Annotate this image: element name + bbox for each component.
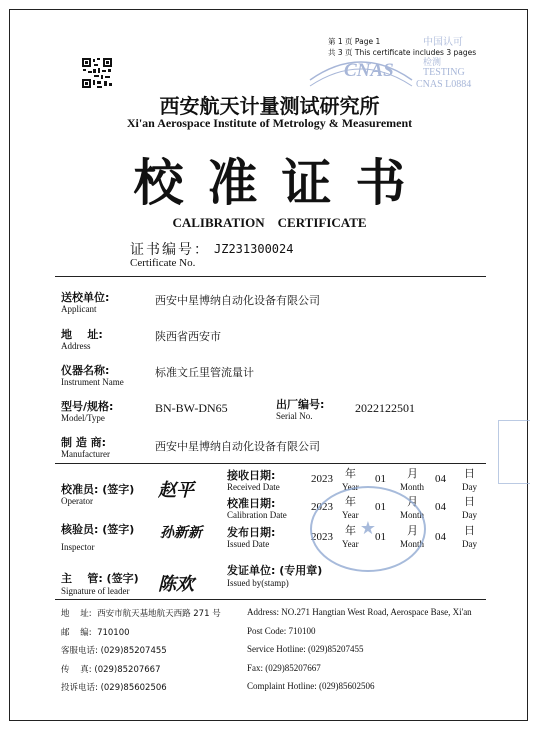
issued-date-label-en: Issued Date [227,539,270,549]
address-value: 陕西省西安市 [155,330,221,343]
cnas-logo-text: CNAS [344,60,394,81]
certificate-title-cn: 校准证书 [133,154,430,212]
manufacturer-label-en: Manufacturer [61,449,110,459]
instrument-value: 标准文丘里管流量计 [155,366,254,379]
cnas-number: CNAS L0884 [416,79,472,90]
leader-signature: 陈欢 [158,574,194,595]
received-date-label-en: Received Date [227,482,280,492]
received-month-unit-cn: 月 [407,467,418,480]
footer-service-en: Service Hotline: (029)85207455 [247,644,364,654]
leader-label-cn: 主 管: (签字) [61,572,139,585]
footer-address-cn: 地 址: 西安市航天基地航天西路 271 号 [61,609,221,619]
issued-by-label-cn: 发证单位: (专用章) [227,564,323,577]
issued-year: 2023 [311,531,333,543]
footer-service-cn: 客服电话: (029)85207455 [61,646,167,656]
certificate-number-label-cn: 证书编号： [130,242,210,258]
issued-day-unit-en: Day [462,539,477,549]
operator-signature: 赵平 [158,480,194,501]
serial-label-en: Serial No. [276,411,313,421]
model-value: BN-BW-DN65 [155,401,228,415]
model-label-en: Model/Type [61,413,105,423]
manufacturer-value: 西安中星博纳自动化设备有限公司 [155,440,320,453]
applicant-label-en: Applicant [61,304,97,314]
cnas-logo [306,50,416,94]
serial-value: 2022122501 [355,401,415,415]
issued-day: 04 [435,531,446,543]
received-day: 04 [435,473,446,485]
inspector-label-en: Inspector [61,542,95,552]
calibration-month-unit-en: Month [400,510,425,520]
certificate-number-label-en: Certificate No. [130,257,196,269]
official-stamp [310,486,426,572]
footer-fax-cn: 传 真: (029)85207667 [61,665,161,675]
operator-label-cn: 校准员: (签字) [61,483,135,496]
certificate-number: JZ231300024 [214,242,294,256]
instrument-label-en: Instrument Name [61,377,124,387]
received-year: 2023 [311,473,333,485]
footer-address-en: Address: NO.271 Hangtian West Road, Aerospace Base, Xi'an [247,607,472,617]
issued-year-unit-en: Year [342,539,359,549]
footer-fax-en: Fax: (029)85207667 [247,663,321,673]
cnas-cn-label: 中国认可 [423,37,463,48]
divider-top [55,276,486,277]
calibration-month-unit-cn: 月 [407,495,418,508]
footer-post-en: Post Code: 710100 [247,626,316,636]
qr-code [82,58,112,88]
received-date-label-cn: 接收日期: [227,469,276,482]
calibration-year: 2023 [311,501,333,513]
divider-bottom [55,599,486,600]
cnas-testing-en: TESTING [423,67,465,78]
footer-post-cn: 邮 编: 710100 [61,628,130,638]
received-day-unit-cn: 日 [464,467,475,480]
calibration-day-unit-en: Day [462,510,477,520]
instrument-label-cn: 仪器名称: [61,364,110,377]
serial-label-cn: 出厂编号: [276,398,325,411]
address-label-cn: 地 址: [61,328,103,341]
institute-name-en: Xi'an Aerospace Institute of Metrology & Measurement [126,116,413,130]
calibration-day-unit-cn: 日 [464,495,475,508]
received-year-unit-cn: 年 [345,467,356,480]
model-label-cn: 型号/规格: [61,400,114,413]
issued-month-unit-en: Month [400,539,425,549]
issued-month: 01 [375,531,386,543]
address-label-en: Address [61,341,91,351]
page-count: 共 3 页 This certificate includes 3 pages [328,48,477,57]
institute-name-cn: 西安航天计量测试研究所 [159,94,380,118]
inspector-signature: 孙新新 [160,525,202,541]
certificate-page [9,9,528,721]
leader-label-en: Signature of leader [61,586,130,596]
received-month-unit-en: Month [400,482,425,492]
received-year-unit-en: Year [342,482,359,492]
page-number: 第 1 页 Page 1 [328,37,381,46]
received-day-unit-en: Day [462,482,477,492]
calibration-year-unit-en: Year [342,510,359,520]
calibration-date-label-en: Calibration Date [227,510,287,520]
applicant-value: 西安中星博纳自动化设备有限公司 [155,294,320,307]
footer-complaint-cn: 投诉电话: (029)85602506 [61,683,167,693]
calibration-month: 01 [375,501,386,513]
inspector-label-cn: 核验员: (签字) [61,523,135,536]
issued-by-label-en: Issued by(stamp) [227,578,289,588]
operator-label-en: Operator [61,496,93,506]
cnas-testing-cn: 检测 [423,58,442,68]
issued-month-unit-cn: 月 [407,524,418,537]
issued-date-label-cn: 发布日期: [227,526,276,539]
issued-year-unit-cn: 年 [345,524,356,537]
calibration-date-label-cn: 校准日期: [227,497,276,510]
footer-complaint-en: Complaint Hotline: (029)85602506 [247,681,375,691]
issued-day-unit-cn: 日 [464,524,475,537]
manufacturer-label-cn: 制 造 商: [61,436,107,449]
side-seal [498,420,530,484]
calibration-day: 04 [435,501,446,513]
received-month: 01 [375,473,386,485]
certificate-title-en: CALIBRATION CERTIFICATE [172,215,367,230]
calibration-year-unit-cn: 年 [345,495,356,508]
applicant-label-cn: 送校单位: [61,291,110,304]
svg-text:★: ★ [359,518,377,539]
divider-middle [55,463,486,464]
